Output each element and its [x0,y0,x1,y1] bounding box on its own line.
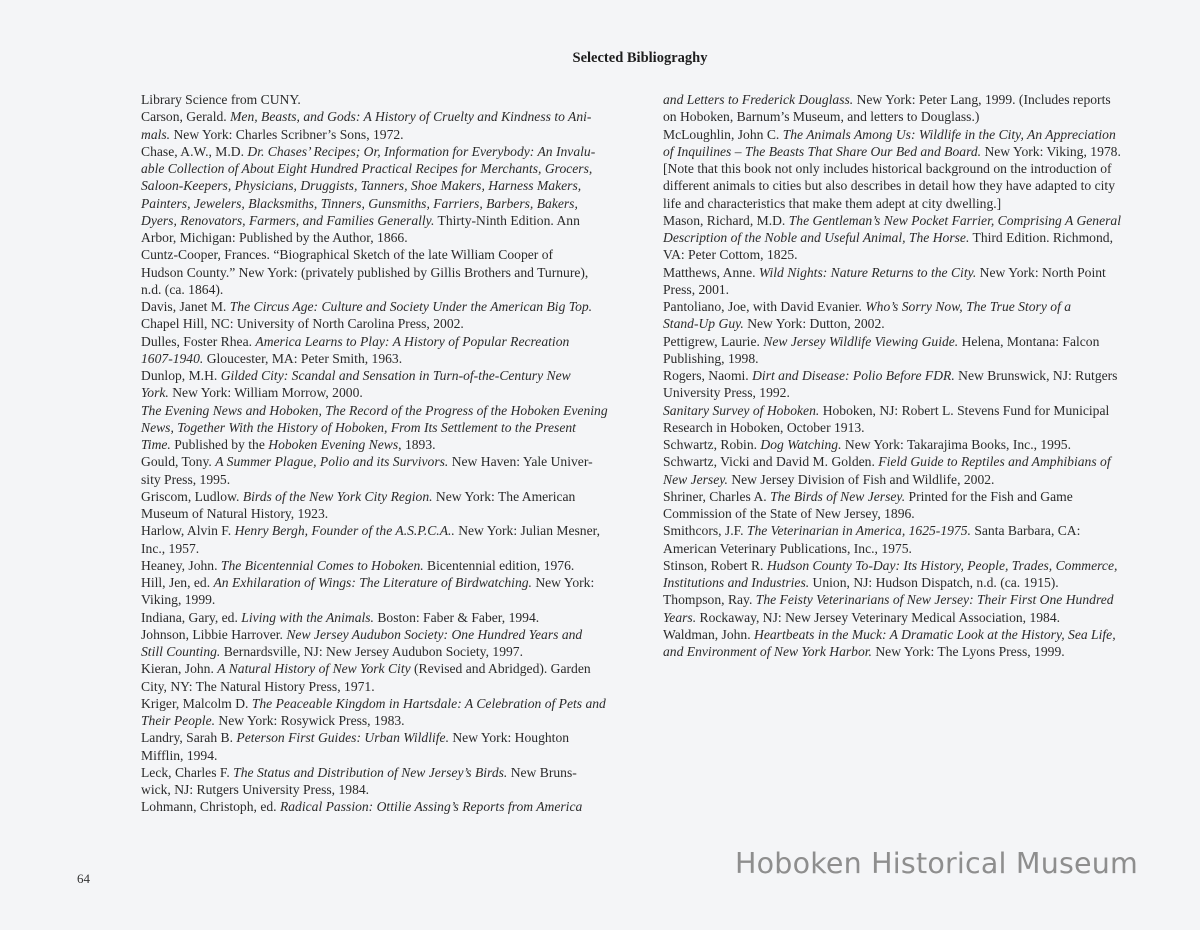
bibliography-line [141,729,629,746]
citation-text: University Press, 1992. [663,385,790,401]
citation-text: Johnson, Libbie Harrover. [141,626,287,642]
bibliography-line [663,264,1153,281]
citation-text: Printed for the Fish and Game [905,488,1073,504]
title-text: Dirt and Disease: Polio Before FDR. [752,368,955,383]
bibliography-line [141,591,629,608]
page-number: 64 [77,871,90,886]
citation-text: Bicentennial edition, 1976. [423,557,575,573]
bibliography-left-column [141,91,629,816]
bibliography-line [663,384,1153,401]
citation-text: Union, NJ: Hudson Dispatch, n.d. (ca. 1915). [809,575,1059,590]
bibliography-line [663,126,1153,143]
title-text: of Inquilines – The Beasts That Share Our Bed and Board. [663,143,982,159]
citation-text: Schwartz, Robin. [663,437,761,452]
citation-text: Museum of Natural History, 1923. [141,506,329,521]
title-text: Birds of the New York City Region. [242,488,433,504]
citation-text: Thirty-Ninth Edition. Ann [434,212,580,228]
bibliography-line [141,402,629,419]
citation-text: Press, 2001. [663,281,730,297]
citation-text: Schwartz, Vicki and David M. Golden. [663,454,879,470]
citation-text: Chase, A.W., M.D. [141,143,248,159]
citation-text: Matthews, Anne. [663,264,759,280]
title-text: Time. [141,437,171,452]
bibliography-line [663,557,1153,574]
bibliography-line [663,505,1153,522]
title-text: The Peaceable Kingdom in Hartsdale: A Celebration of Pets and [251,695,606,711]
title-text: The Status and Distribution of New Jersey’s Birds. [233,764,508,780]
title-text: Field Guide to Reptiles and Amphibians of [878,454,1111,470]
bibliography-line [663,195,1153,212]
bibliography-line [663,350,1153,367]
title-text: Dr. Chases’ Recipes; Or, Information for Everybody: An Invalu- [247,143,596,159]
bibliography-line [663,540,1153,557]
citation-text: Shriner, Charles A. [663,488,771,504]
title-text: A Natural History of New York City [217,661,411,677]
citation-text: Gould, Tony. [141,454,216,470]
bibliography-line [141,522,629,539]
bibliography-line [141,108,629,125]
title-text: Sanitary Survey of Hoboken. [663,402,820,418]
title-text: New Jersey Audubon Society: One Hundred Years and [286,626,583,642]
bibliography-line [141,384,629,401]
citation-text: Rogers, Naomi. [663,368,753,383]
bibliography-line [663,229,1153,246]
title-text: America Learns to Play: A History of Popular Recreation [255,333,570,349]
bibliography-line [141,315,629,332]
citation-text: New York: The Lyons Press, 1999. [871,644,1065,659]
title-text: 1607-1940. [141,350,204,366]
title-text: Heartbeats in the Muck: A Dramatic Look at the History, Sea Life, [754,626,1116,642]
bibliography-line [141,91,629,108]
citation-text: New Bruns- [507,764,577,780]
citation-text: New York: Rosywick Press, 1983. [215,713,405,728]
citation-text: McLoughlin, John C. [663,126,783,142]
bibliography-line [141,712,629,729]
bibliography-line [663,91,1153,108]
bibliography-line [141,246,629,263]
bibliography-line [141,781,629,798]
title-text: Saloon-Keepers, Physicians, Druggists, Tanners, Shoe Makers, Harness Makers, [141,178,582,194]
bibliography-line [663,436,1153,453]
title-text: Living with the Animals. [241,609,374,625]
citation-text: New Haven: Yale Univer- [448,454,593,470]
citation-text: Library Science from CUNY. [141,92,301,107]
citation-text: Santa Barbara, CA: [970,523,1081,539]
title-text: able Collection of About Eight Hundred Practical Recipes for Merchants, Grocers, [141,161,593,176]
title-text: Men, Beasts, and Gods: A History of Cruelty and Kindness to Ani- [230,109,592,125]
citation-text: Davis, Janet M. [141,299,230,314]
bibliography-line [141,747,629,764]
bibliography-line [141,540,629,557]
citation-text: New York: North Point [976,264,1106,280]
title-text: Henry Bergh, Founder of the A.S.P.C.A.. [234,523,455,539]
bibliography-line [141,626,629,643]
citation-text: New York: Dutton, 2002. [743,316,885,332]
citation-text: Helena, Montana: Falcon [958,333,1100,349]
bibliography-line [141,229,629,246]
bibliography-line [141,436,629,453]
citation-text: (Revised and Abridged). Garden [410,661,591,677]
citation-text: Smithcors, J.F. [663,523,747,539]
title-text: New Jersey. [663,471,728,487]
citation-text: Inc., 1957. [141,540,200,556]
title-text: Gilded City: Scandal and Sensation in Turn-of-the-Century New [220,368,571,383]
bibliography-line [663,574,1153,591]
citation-text: Research in Hoboken, October 1913. [663,419,865,435]
citation-text: Lohmann, Christoph, ed. [141,799,280,815]
bibliography-right-column [663,91,1153,660]
bibliography-line [663,246,1153,263]
bibliography-line [141,557,629,574]
citation-text: wick, NJ: Rutgers University Press, 1984. [141,782,370,797]
bibliography-line [141,212,629,229]
citation-text: Griscom, Ludlow. [141,488,243,504]
citation-text: Published by the [170,437,269,452]
citation-text: New York: Viking, 1978. [981,143,1121,159]
bibliography-line [141,660,629,677]
citation-text: Hudson County.” New York: (privately published by Gillis Brothers and Turnure), [141,264,589,280]
citation-text: New York: [531,575,595,590]
bibliography-line [141,643,629,660]
bibliography-line [141,143,629,160]
title-text: Dog Watching. [760,437,842,452]
bibliography-line [663,609,1153,626]
citation-text: Hill, Jen, ed. [141,575,214,590]
bibliography-line [141,505,629,522]
title-text: Their People. [141,713,215,728]
bibliography-line [141,453,629,470]
title-text: Wild Nights: Nature Returns to the City. [758,264,977,280]
bibliography-line [663,522,1153,539]
bibliography-line [141,160,629,177]
title-text: The Feisty Veterinarians of New Jersey: Their First One Hundred [755,592,1114,608]
title-text: The Evening News and Hoboken, The Record of the Progress of the Hoboken Evening [141,402,608,418]
bibliography-line [663,143,1153,160]
citation-text: City, NY: The Natural History Press, 1971. [141,678,375,694]
title-text: and Letters to Frederick Douglass. [663,92,854,107]
citation-text: New York: Houghton [448,730,570,746]
citation-text: Landry, Sarah B. [141,730,237,746]
title-text: Dyers, Renovators, Farmers, and Families Generally. [141,212,435,228]
bibliography-line [663,626,1153,643]
citation-text: Rockaway, NJ: New Jersey Veterinary Medical Association, 1984. [696,609,1061,625]
citation-text: Cuntz-Cooper, Frances. “Biographical Sketch of the late William Cooper of [141,247,554,263]
citation-text: VA: Peter Cottom, 1825. [663,247,798,263]
bibliography-line [663,419,1153,436]
citation-text: sity Press, 1995. [141,471,231,487]
bibliography-line [663,281,1153,298]
citation-text: Pantoliano, Joe, with David Evanier. [663,299,866,314]
bibliography-line [141,264,629,281]
citation-text: Arbor, Michigan: Published by the Author, 1866. [141,230,408,245]
citation-text: Harlow, Alvin F. [141,523,235,539]
citation-text: Gloucester, MA: Peter Smith, 1963. [203,350,403,366]
bibliography-line [663,160,1153,177]
bibliography-line [141,298,629,315]
bibliography-line [663,591,1153,608]
citation-text: n.d. (ca. 1864). [141,281,224,297]
bibliography-line [663,298,1153,315]
citation-text: American Veterinary Publications, Inc., 1975. [663,540,912,556]
bibliography-line [663,212,1153,229]
citation-text: life and characteristics that make them adept at city dwelling.] [663,195,1002,211]
citation-text: Pettigrew, Laurie. [663,333,764,349]
title-text: Description of the Noble and Useful Animal, The Horse. [663,230,970,245]
bibliography-line [141,798,629,815]
citation-text: Waldman, John. [663,626,755,642]
title-text: Painters, Jewelers, Blacksmiths, Tinners, Gunsmiths, Farriers, Barbers, Bakers, [141,195,578,211]
bibliography-line [663,315,1153,332]
bibliography-line [663,643,1153,660]
citation-text: New York: Julian Mesner, [454,523,601,539]
title-text: York. [141,385,169,401]
citation-text: Bernardsville, NJ: New Jersey Audubon Society, 1997. [220,644,523,659]
title-text: The Bicentennial Comes to Hoboken. [220,557,424,573]
citation-text: Carson, Gerald. [141,109,231,125]
citation-text: New York: William Morrow, 2000. [168,385,363,401]
title-text: Hudson County To-Day: Its History, People, Trades, Commerce, [766,557,1118,573]
citation-text: , 1893. [398,437,436,452]
citation-text: Mason, Richard, M.D. [663,212,789,228]
citation-text: Hoboken, NJ: Robert L. Stevens Fund for Municipal [819,402,1110,418]
title-text: Peterson First Guides: Urban Wildlife. [236,730,449,746]
title-text: A Summer Plague, Polio and its Survivors. [215,454,449,470]
bibliography-line [141,195,629,212]
citation-text: Kriger, Malcolm D. [141,695,252,711]
citation-text: New York: Takarajima Books, Inc., 1995. [841,437,1071,452]
title-text: The Birds of New Jersey. [770,488,906,504]
citation-text: Mifflin, 1994. [141,747,218,763]
bibliography-line [141,678,629,695]
bibliography-line [663,402,1153,419]
title-text: News, Together With the History of Hoboken, From Its Settlement to the Present [141,419,576,435]
title-text: Still Counting. [141,644,221,659]
citation-text: Indiana, Gary, ed. [141,609,242,625]
bibliography-line [141,350,629,367]
title-text: Years. [663,609,697,625]
bibliography-line [663,177,1153,194]
citation-text: New York: Charles Scribner’s Sons, 1972. [170,126,404,142]
bibliography-line [141,126,629,143]
citation-text: Third Edition. Richmond, [969,230,1113,245]
page-title: Selected Bibliograghy [572,50,708,66]
citation-text: New York: The American [432,488,576,504]
bibliography-line [141,333,629,350]
citation-text: Thompson, Ray. [663,592,756,608]
bibliography-line [663,108,1153,125]
bibliography-line [141,367,629,384]
citation-text: Stinson, Robert R. [663,557,767,573]
bibliography-line [141,764,629,781]
bibliography-line [663,453,1153,470]
title-text: mals. [141,126,171,142]
title-text: and Environment of New York Harbor. [663,644,872,659]
title-text: New Jersey Wildlife Viewing Guide. [763,333,959,349]
citation-text: [Note that this book not only includes historical background on the introduction of [663,161,1112,176]
title-text: The Circus Age: Culture and Society Under the American Big Top. [229,299,593,314]
title-text: Radical Passion: Ottilie Assing’s Reports from America [279,799,583,815]
citation-text: Viking, 1999. [141,592,216,608]
title-text: The Animals Among Us: Wildlife in the City, An Appreciation [782,126,1116,142]
citation-text: different animals to cities but also describes in detail how they have adapted to city [663,178,1115,194]
citation-text: Kieran, John. [141,661,218,677]
bibliography-line [141,609,629,626]
citation-text: New Jersey Division of Fish and Wildlife, 2002. [727,471,995,487]
title-text: Who’s Sorry Now, The True Story of a [865,299,1072,314]
citation-text: Boston: Faber & Faber, 1994. [373,609,540,625]
citation-text: New York: Peter Lang, 1999. (Includes reports [853,92,1111,107]
bibliography-line [663,367,1153,384]
title-text: The Gentleman’s New Pocket Farrier, Comprising A General [788,212,1122,228]
citation-text: on Hoboken, Barnum’s Museum, and letters to Douglass.) [663,109,980,125]
citation-text: Dulles, Foster Rhea. [141,333,256,349]
watermark-text: Hoboken Historical Museum [735,847,1138,880]
title-text: Stand-Up Guy. [663,316,744,332]
bibliography-line [663,471,1153,488]
bibliography-line [141,488,629,505]
bibliography-line [141,419,629,436]
bibliography-line [141,695,629,712]
citation-text: Leck, Charles F. [141,764,234,780]
citation-text: New Brunswick, NJ: Rutgers [954,368,1118,383]
citation-text: Heaney, John. [141,557,221,573]
title-text: Hoboken Evening News [268,437,399,452]
bibliography-line [141,281,629,298]
title-text: The Veterinarian in America, 1625-1975. [746,523,971,539]
title-text: An Exhilaration of Wings: The Literature of Birdwatching. [213,575,532,590]
bibliography-line [663,488,1153,505]
citation-text: Publishing, 1998. [663,350,759,366]
bibliography-line [663,333,1153,350]
bibliography-line [141,471,629,488]
bibliography-line [141,574,629,591]
citation-text: Dunlop, M.H. [141,368,221,383]
title-text: Institutions and Industries. [663,575,810,590]
bibliography-line [141,177,629,194]
citation-text: Commission of the State of New Jersey, 1896. [663,506,915,521]
citation-text: Chapel Hill, NC: University of North Carolina Press, 2002. [141,316,464,332]
